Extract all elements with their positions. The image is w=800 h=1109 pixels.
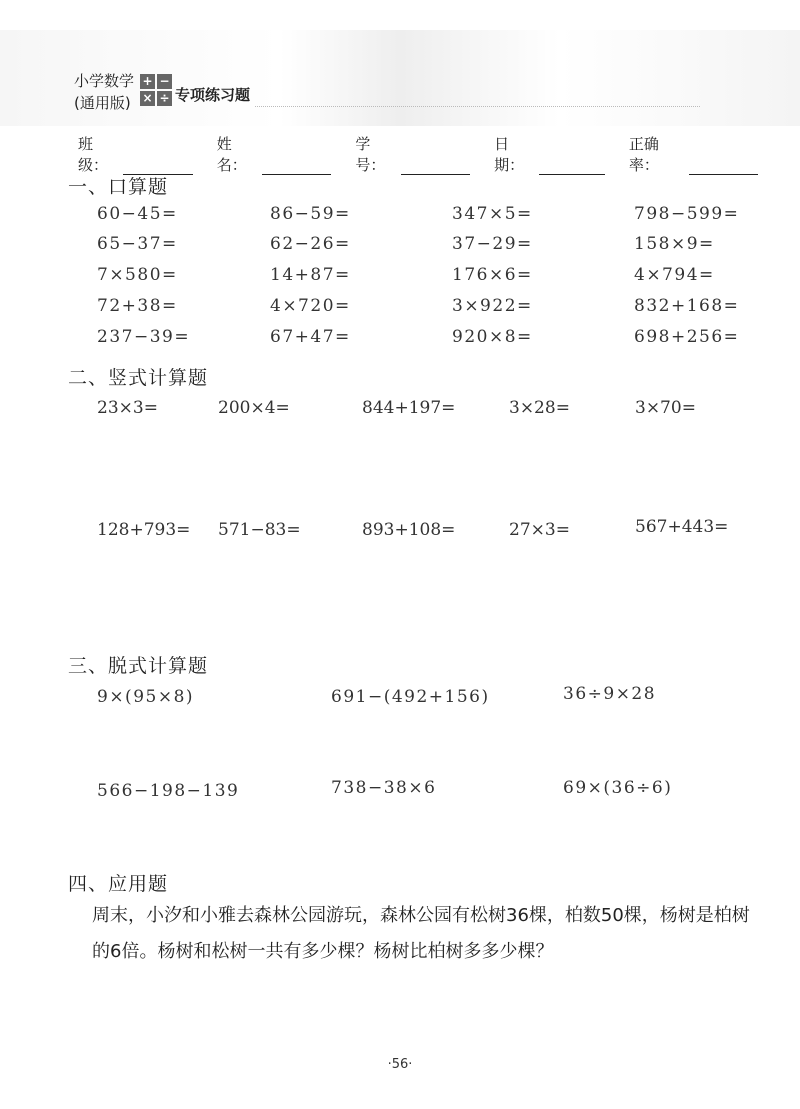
section-3-title: 三、脱式计算题: [68, 655, 209, 677]
vertical-problem: 27×3=: [509, 520, 570, 540]
oral-problem: 14+87=: [270, 265, 351, 285]
oral-problem: 4×794=: [634, 265, 715, 285]
multiply-icon: ×: [140, 91, 155, 106]
student-info-row: [78, 133, 758, 175]
step-problem: 69×(36÷6): [563, 778, 673, 798]
oral-problem: 37−29=: [452, 234, 533, 254]
word-problem-text: 周末，小汐和小雅去森林公园游玩，森林公园有松树36棵，柏数50棵，杨树是柏树的6倍。杨树和松树一共有多少棵？杨树比柏树多多少棵？: [92, 905, 750, 962]
name-field[interactable]: [217, 133, 332, 175]
date-field[interactable]: [494, 133, 605, 175]
oral-problem: 65−37=: [97, 234, 178, 254]
header-divider: [255, 106, 700, 107]
oral-problem: 237−39=: [97, 327, 191, 347]
student-id-label: 学号：: [355, 135, 386, 174]
section-4-title: 四、应用题: [68, 873, 169, 895]
date-label: 日期：: [494, 135, 525, 174]
oral-problem: 72+38=: [97, 296, 178, 316]
oral-problem: 60−45=: [97, 204, 178, 224]
student-id-field[interactable]: [355, 133, 470, 175]
oral-problem: 62−26=: [270, 234, 351, 254]
accuracy-label: 正确率：: [628, 135, 659, 174]
date-blank[interactable]: [539, 158, 604, 175]
accuracy-blank[interactable]: [689, 158, 758, 175]
oral-problem: 86−59=: [270, 204, 351, 224]
name-label: 姓名：: [216, 135, 247, 174]
step-problem: 738−38×6: [331, 778, 437, 798]
step-problem: 566−198−139: [97, 781, 240, 801]
oral-problem: 67+47=: [270, 327, 351, 347]
class-field[interactable]: [78, 133, 193, 175]
brand-edition: (通用版): [74, 94, 131, 112]
student-id-blank[interactable]: [401, 158, 470, 175]
accuracy-field[interactable]: [629, 133, 758, 175]
oral-problem: 798−599=: [634, 204, 740, 224]
vertical-problem: 3×70=: [635, 398, 696, 418]
oral-problem: 7×580=: [97, 265, 178, 285]
vertical-problem: 571−83=: [218, 520, 301, 540]
section-2-title: 二、竖式计算题: [68, 367, 209, 389]
oral-problem: 176×6=: [452, 265, 533, 285]
minus-icon: −: [157, 74, 172, 89]
series-title: 专项练习题: [175, 86, 251, 104]
vertical-problem: 893+108=: [362, 520, 456, 540]
oral-problem: 3×922=: [452, 296, 533, 316]
oral-problem: 347×5=: [452, 204, 533, 224]
oral-problem: 158×9=: [634, 234, 715, 254]
vertical-problem: 200×4=: [218, 398, 290, 418]
operator-icon-grid: [140, 74, 172, 106]
step-problem: 36÷9×28: [563, 684, 657, 704]
name-blank[interactable]: [262, 158, 331, 175]
brand: [74, 70, 134, 114]
oral-problem: 832+168=: [634, 296, 740, 316]
step-problem: 9×(95×8): [97, 687, 195, 707]
step-problem: 691−(492+156): [331, 687, 490, 707]
vertical-problem: 23×3=: [97, 398, 158, 418]
page-number: ·56·: [387, 1057, 413, 1072]
brand-subject: 小学数学: [74, 72, 135, 90]
plus-icon: +: [140, 74, 155, 89]
vertical-problem: 3×28=: [509, 398, 570, 418]
class-label: 班级：: [78, 135, 109, 174]
oral-problem: 4×720=: [270, 296, 351, 316]
vertical-problem: 128+793=: [97, 520, 191, 540]
divide-icon: ÷: [157, 91, 172, 106]
oral-problem: 920×8=: [452, 327, 533, 347]
section-1-title: 一、口算题: [68, 176, 169, 198]
vertical-problem: 844+197=: [362, 398, 456, 418]
vertical-problem: 567+443=: [635, 517, 729, 537]
oral-problem: 698+256=: [634, 327, 740, 347]
